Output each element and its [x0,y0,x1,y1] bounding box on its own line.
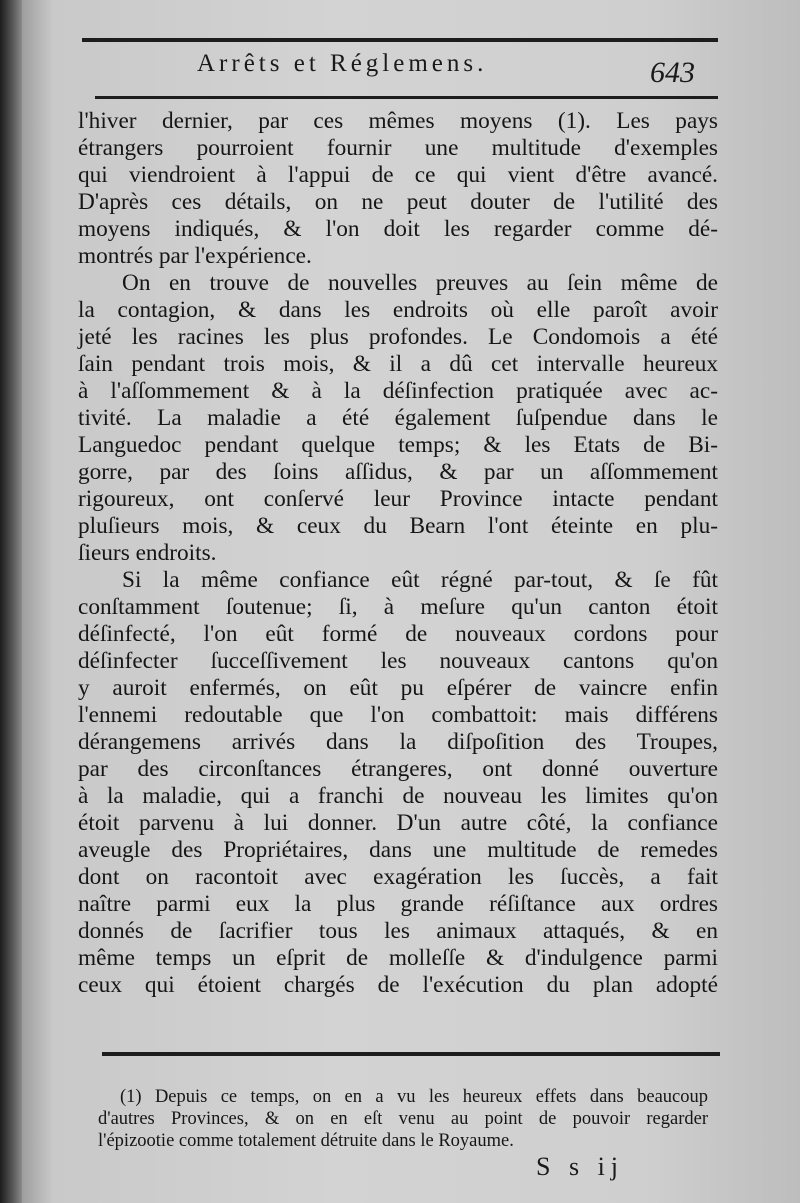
text-line: ceux qui étoient chargés de l'exécution du plan adopté [78,972,718,998]
text-line: étrangers pourroient fournir une multitude d'exemples [78,135,718,161]
text-line: donnés de ſacrifier tous les animaux attaqués, & en [78,918,718,944]
footnote-line: d'autres Provinces, & on en eſt venu au point de pouvoir regarder [98,1109,708,1129]
text-line: moyens indiqués, & l'on doit les regarder comme dé- [78,216,718,242]
text-line: conſtamment ſoutenue; ſi, à meſure qu'un canton étoit [78,594,718,620]
body-text [78,108,718,999]
text-line: étoit parvenu à lui donner. D'un autre côté, la confiance [78,810,718,836]
running-head-title: Arrêts et Réglemens. [197,50,488,77]
book-page [22,0,800,1203]
footnote [98,1086,708,1152]
text-line: dérangemens arrivés dans la diſpoſition des Troupes, [78,729,718,755]
header-rule [95,96,718,99]
text-line: même temps un eſprit de molleſſe & d'indulgence parmi [78,945,718,971]
page-number: 643 [650,56,695,89]
text-line: aveugle des Propriétaires, dans une multitude de remedes [78,837,718,863]
text-line: la contagion, & dans les endroits où elle paroît avoir [78,297,718,323]
footnote-line: (1) Depuis ce temps, on en a vu les heureux effets dans beaucoup [120,1087,708,1107]
footnote-line: l'épizootie comme totalement détruite dans le Royaume. [98,1131,514,1151]
text-line: l'hiver dernier, par ces mêmes moyens (1). Les pays [78,108,718,134]
text-line: à la maladie, qui a franchi de nouveau les limites qu'on [78,783,718,809]
text-line: à l'aſſommement & à la déſinfection pratiquée avec ac- [78,378,718,404]
text-line: y auroit enfermés, on eût pu eſpérer de vaincre enfin [78,675,718,701]
text-line: Languedoc pendant quelque temps; & les Etats de Bi- [78,432,718,458]
text-line: tivité. La maladie a été également ſuſpendue dans le [78,405,718,431]
text-line: par des circonſtances étrangeres, ont donné ouverture [78,756,718,782]
top-rule [82,38,718,42]
text-line: dont on racontoit avec exagération les ſuccès, a fait [78,864,718,890]
text-line: ſieurs endroits. [78,540,217,566]
signature-mark: S s ij [536,1152,625,1181]
text-line: déſinfecté, l'on eût formé de nouveaux cordons pour [78,621,718,647]
text-line: Si la même confiance eût régné par-tout, & ſe fût [122,567,718,593]
text-line: gorre, par des ſoins aſſidus, & par un aſſommement [78,459,718,485]
text-line: l'ennemi redoutable que l'on combattoit: mais différens [78,702,718,728]
text-line: qui viendroient à l'appui de ce qui vient d'être avancé. [78,162,718,188]
text-line: montrés par l'expérience. [78,243,312,269]
text-line: pluſieurs mois, & ceux du Bearn l'ont éteinte en plu- [78,513,718,539]
text-line: On en trouve de nouvelles preuves au ſein même de [122,270,718,296]
text-line: ſain pendant trois mois, & il a dû cet intervalle heureux [78,351,718,377]
text-line: jeté les racines les plus profondes. Le Condomois a été [78,324,718,350]
text-line: naître parmi eux la plus grande réſiſtance aux ordres [78,891,718,917]
text-line: déſinfecter ſucceſſivement les nouveaux cantons qu'on [78,648,718,674]
footnote-rule [102,1052,720,1056]
text-line: D'après ces détails, on ne peut douter de l'utilité des [78,189,718,215]
book-gutter [0,0,22,1203]
text-line: rigoureux, ont conſervé leur Province intacte pendant [78,486,718,512]
